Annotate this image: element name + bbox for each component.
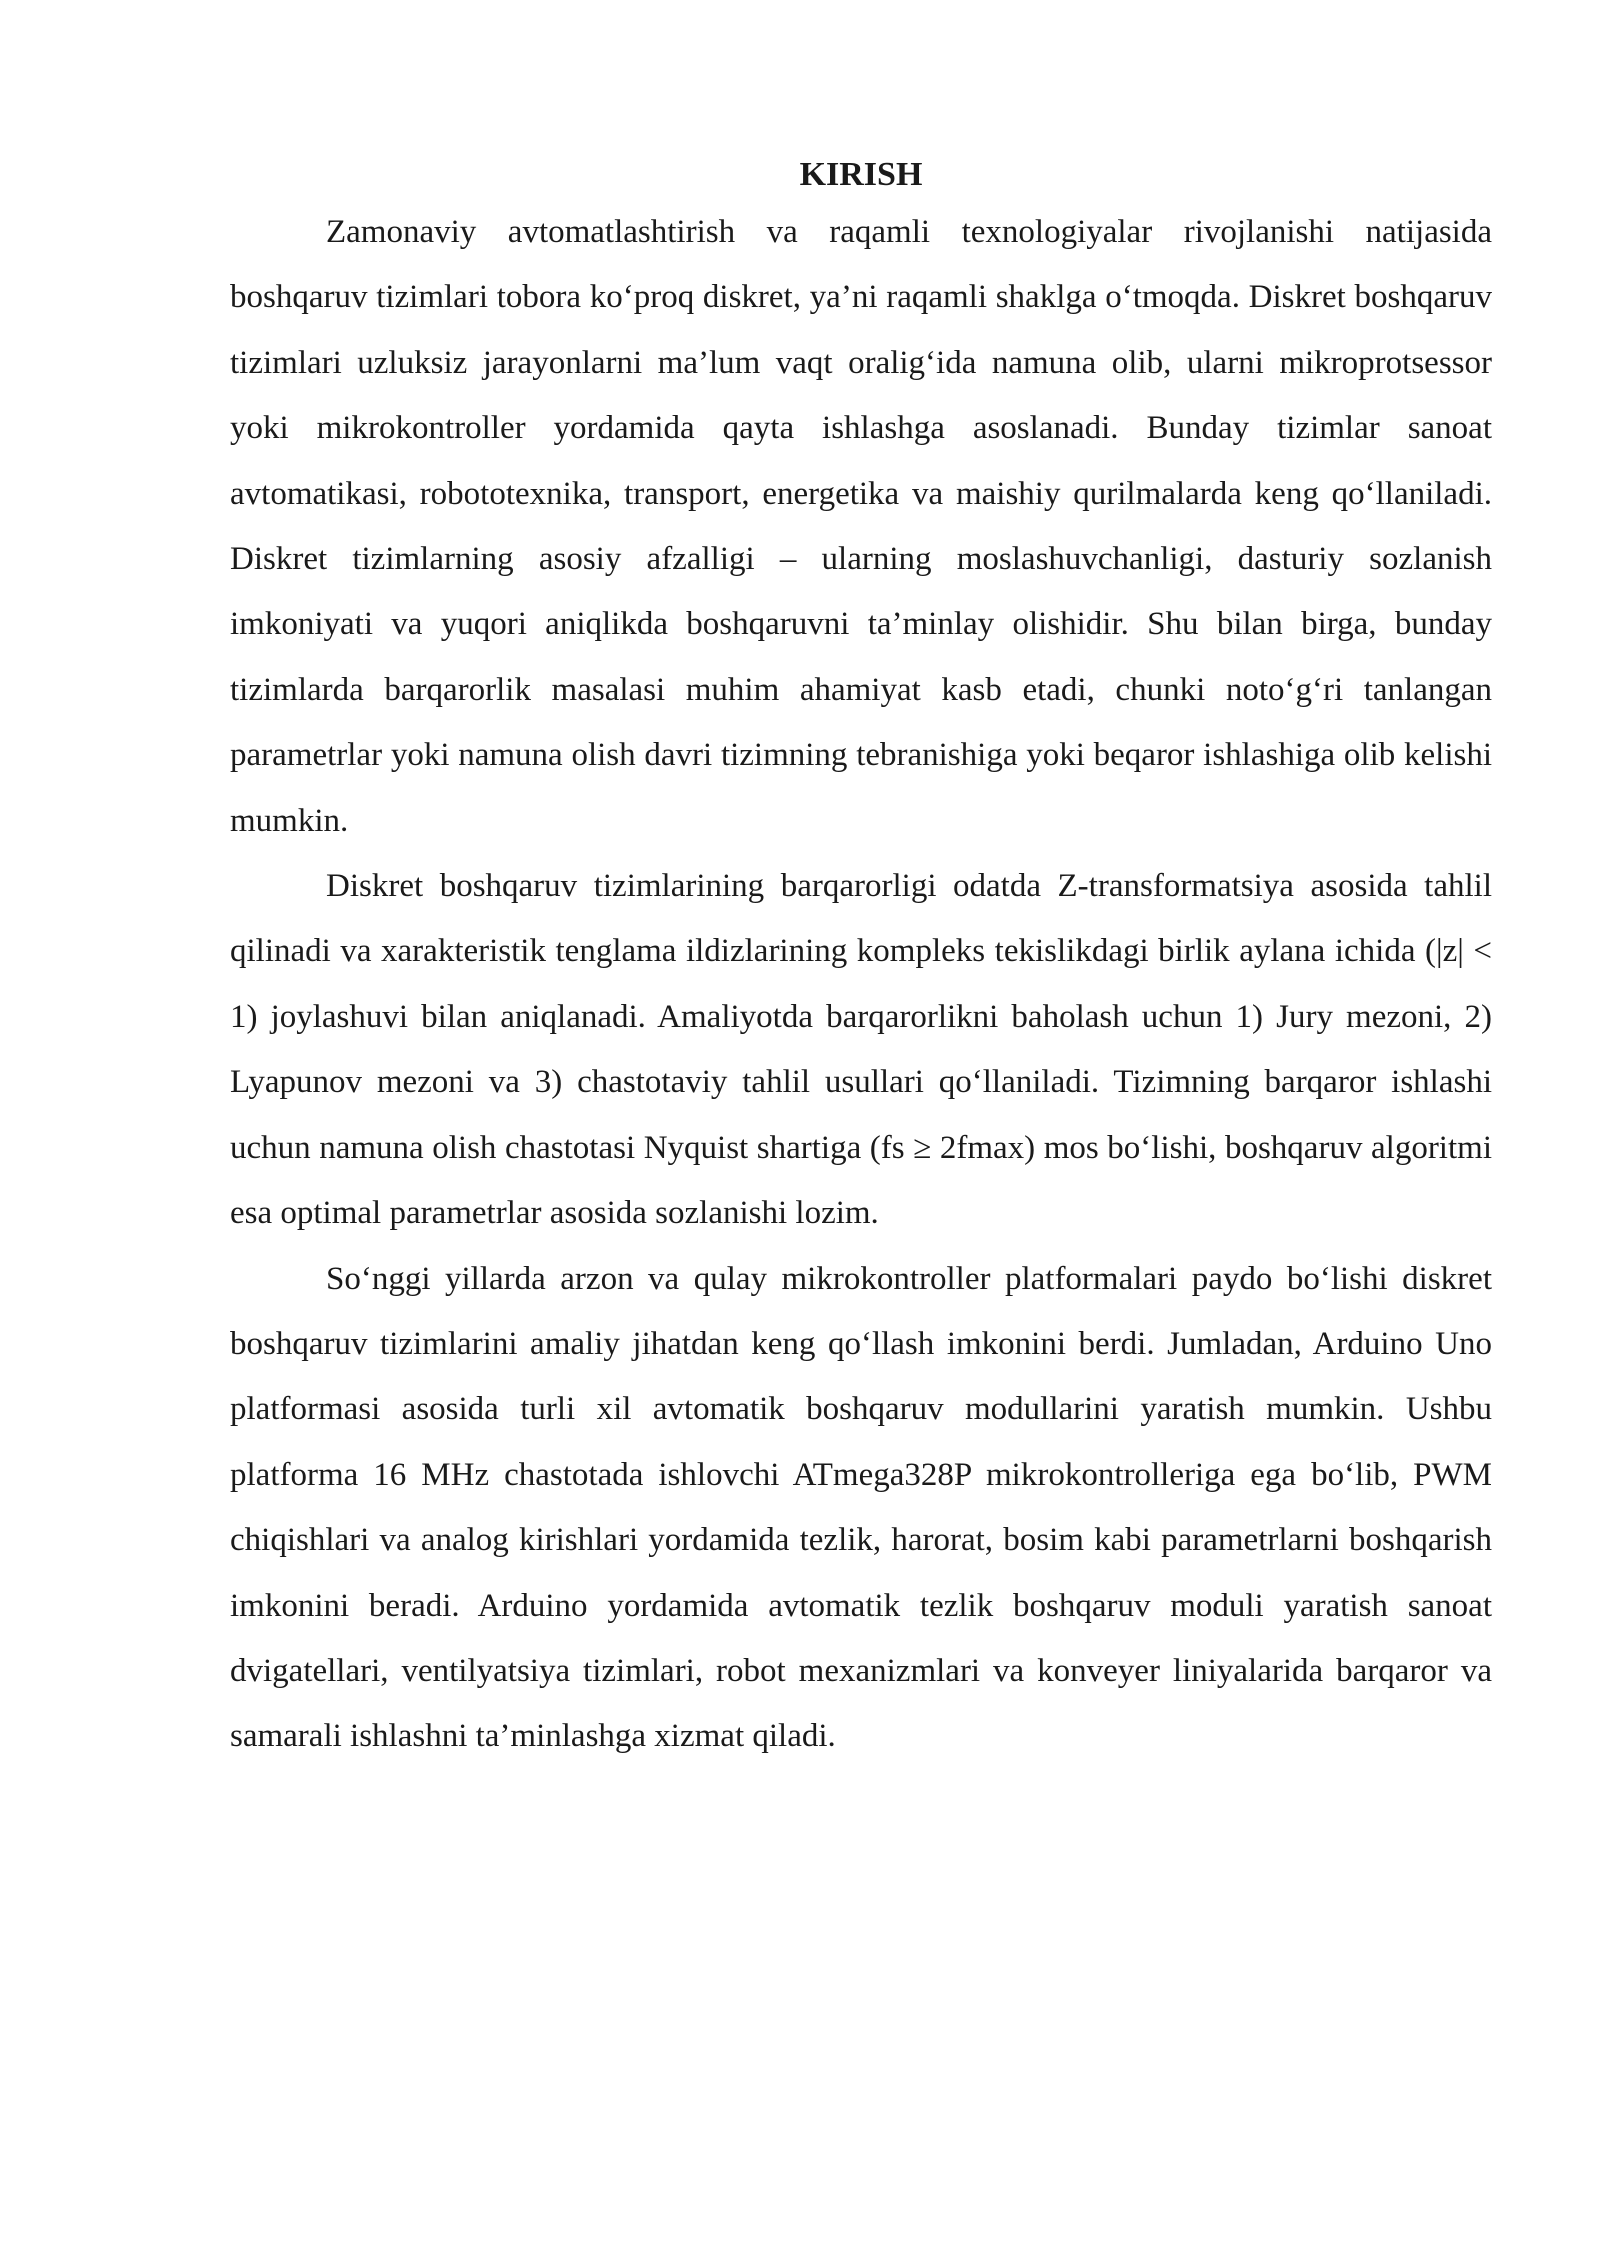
document-body	[230, 150, 1492, 1770]
paragraph-intro: Zamonaviy avtomatlashtirish va raqamli texnologiyalar rivojlanishi natijasida boshqaruv tizimlari tobora ko‘proq diskret, ya’ni raqamli shaklga o‘tmoqda. Diskret boshqaruv tizimlari uzluksiz jarayonlarni ma’lum vaqt oralig‘ida namuna olib, ularni mikroprotsessor yoki mikrokontroller yordamida qayta ishlashga asoslanadi. Bunday tizimlar sanoat avtomatikasi, robototexnika, transport, energetika va maishiy qurilmalarda keng qo‘llaniladi. Diskret tizimlarning asosiy afzalligi – ularning moslashuvchanligi, dasturiy sozlanish imkoniyati va yuqori aniqlikda boshqaruvni ta’minlay olishidir. Shu bilan birga, bunday tizimlarda barqarorlik masalasi muhim ahamiyat kasb etadi, chunki noto‘g‘ri tanlangan parametrlar yoki namuna olish davri tizimning tebranishiga yoki beqaror ishlashiga olib kelishi mumkin.	[230, 214, 1492, 839]
section-title: KIRISH	[799, 156, 923, 193]
paragraph-stability: Diskret boshqaruv tizimlarining barqarorligi odatda Z-transformatsiya asosida tahlil qilinadi va xarakteristik tenglama ildizlarining kompleks tekislikdagi birlik aylana ichida (|z| < 1) joylashuvi bilan aniqlanadi. Amaliyotda barqarorlikni baholash uchun 1) Jury mezoni, 2) Lyapunov mezoni va 3) chastotaviy tahlil usullari qo‘llaniladi. Tizimning barqaror ishlashi uchun namuna olish chastotasi Nyquist shartiga (fs ≥ 2fmax) mos bo‘lishi, boshqaruv algoritmi esa optimal parametrlar asosida sozlanishi lozim.	[230, 868, 1492, 1232]
paragraph-arduino: So‘nggi yillarda arzon va qulay mikrokontroller platformalari paydo bo‘lishi diskret boshqaruv tizimlarini amaliy jihatdan keng qo‘llash imkonini berdi. Jumladan, Arduino Uno platformasi asosida turli xil avtomatik boshqaruv modullarini yaratish mumkin. Ushbu platforma 16 MHz chastotada ishlovchi ATmega328P mikrokontrolleriga ega bo‘lib, PWM chiqishlari va analog kirishlari yordamida tezlik, harorat, bosim kabi parametrlarni boshqarish imkonini beradi. Arduino yordamida avtomatik tezlik boshqaruv moduli yaratish sanoat dvigatellari, ventilyatsiya tizimlari, robot mexanizmlari va konveyer liniyalarida barqaror va samarali ishlashni ta’minlashga xizmat qiladi.	[230, 1260, 1492, 1755]
